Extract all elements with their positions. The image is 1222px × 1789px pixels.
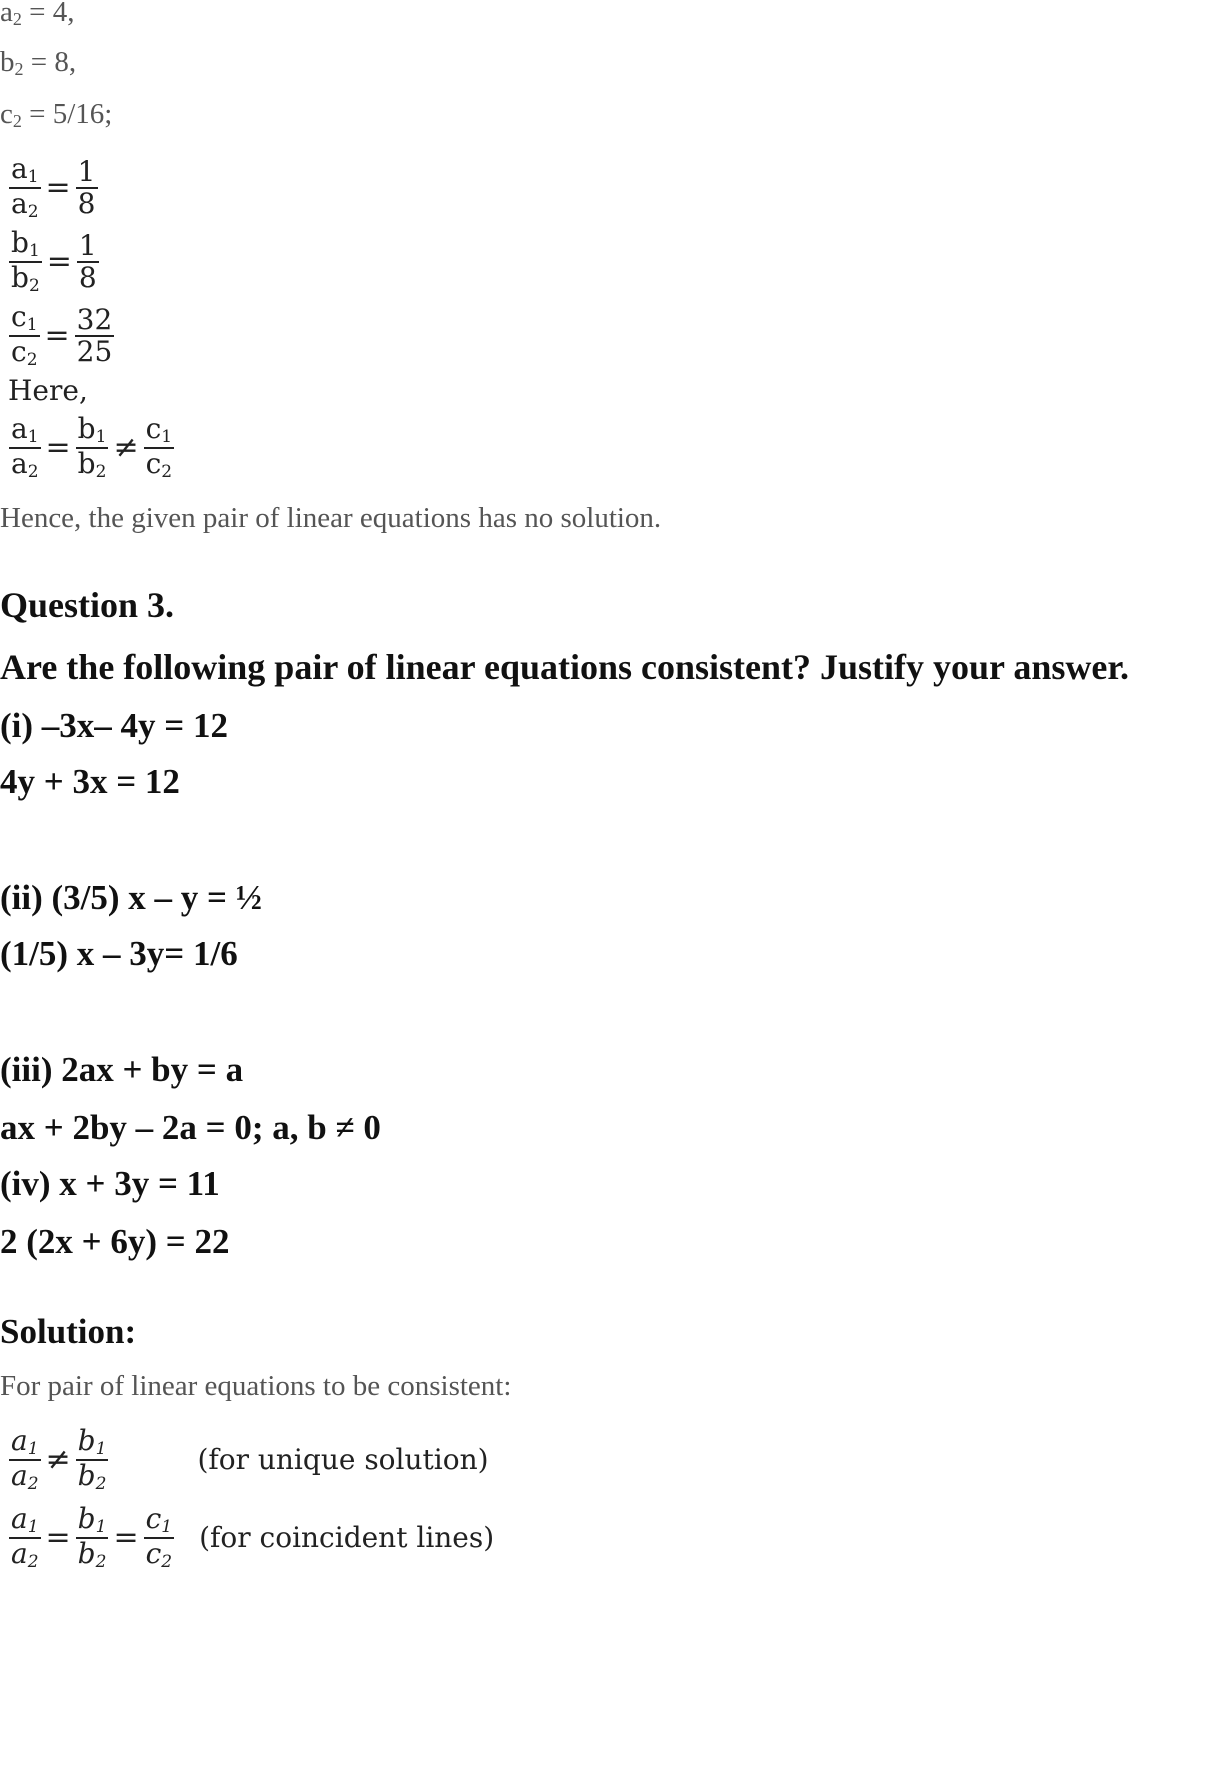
fraction-a1-a2: $\frac{a_1}{a_2}$ (11, 412, 39, 482)
fraction-value: $\frac{1}{8}$ (77, 155, 96, 220)
part-ii-line2: (1/5) x – 3y= 1/6 (0, 934, 238, 973)
condition-note: (for unique solution) (197, 1443, 489, 1477)
value-a2: $a_2 = 4$, (0, 0, 75, 29)
part-iv-line1: (iv) x + 3y = 11 (0, 1164, 220, 1203)
part-iii-line2: ax + 2by – 2a = 0; a, b ≠ 0 (0, 1108, 381, 1147)
fraction-b1-b2: $\frac{b_1}{b_2}$ (77, 412, 107, 482)
condition-note: (for coincident lines) (199, 1521, 495, 1555)
question-title: Question 3. (0, 585, 175, 625)
ratio-comparison: $\frac{a_1}{a_2}$ = $\frac{b_1}{b_2}$ ≠ $\frac{c_1}{c_2}$ (11, 412, 173, 482)
part-i-line2: 4y + 3x = 12 (0, 762, 180, 801)
condition-unique: $\frac{a_1}{a_2}$ ≠ $\frac{b_1}{b_2}$ (for unique solution) (11, 1424, 489, 1494)
value-b2: $b_2 = 8$, (0, 46, 77, 79)
condition-coincident: $\frac{a_1}{a_2}$ = $\frac{b_1}{b_2}$ = $\frac{c_1}{c_2}$ (for coincident lines) (11, 1502, 495, 1572)
value-c2: $c_2 = 5/16$; (0, 98, 113, 131)
fraction-a1-a2: $\frac{a_1}{a_2}$ (11, 1424, 39, 1494)
solution-title: Solution: (0, 1312, 137, 1351)
part-iii-line1: (iii) 2ax + by = a (0, 1050, 244, 1089)
fraction-b1-b2: $\frac{b_1}{b_2}$ (77, 1424, 107, 1494)
ratio-b: $\frac{b_1}{b_2}$ = $\frac{1}{8}$ (11, 226, 97, 296)
conclusion-text: Hence, the given pair of linear equations has no solution. (0, 502, 662, 534)
solution-intro: For pair of linear equations to be consistent: (0, 1370, 512, 1402)
part-ii-line1: (ii) (3/5) x – y = ½ (0, 878, 262, 917)
fraction-b1-b2: $\frac{b_1}{b_2}$ (77, 1502, 107, 1572)
fraction-c1-c2: $\frac{c_1}{c_2}$ (145, 1502, 173, 1572)
fraction-a1-a2: $\frac{a_1}{a_2}$ (11, 152, 39, 222)
part-i-line1: (i) –3x– 4y = 12 (0, 706, 228, 745)
fraction-value: $\frac{32}{25}$ (76, 303, 113, 368)
fraction-c1-c2: $\frac{c_1}{c_2}$ (11, 300, 38, 370)
question-prompt: Are the following pair of linear equations consistent? Justify your answer. (0, 647, 1130, 687)
ratio-a: $\frac{a_1}{a_2}$ = $\frac{1}{8}$ (11, 152, 96, 222)
fraction-c1-c2: $\frac{c_1}{c_2}$ (145, 412, 173, 482)
here-label: Here, (8, 374, 88, 407)
fraction-value: $\frac{1}{8}$ (78, 229, 97, 294)
fraction-a1-a2: $\frac{a_1}{a_2}$ (11, 1502, 39, 1572)
part-iv-line2: 2 (2x + 6y) = 22 (0, 1222, 230, 1261)
fraction-b1-b2: $\frac{b_1}{b_2}$ (11, 226, 40, 296)
ratio-c: $\frac{c_1}{c_2}$ = $\frac{32}{25}$ (11, 300, 113, 370)
